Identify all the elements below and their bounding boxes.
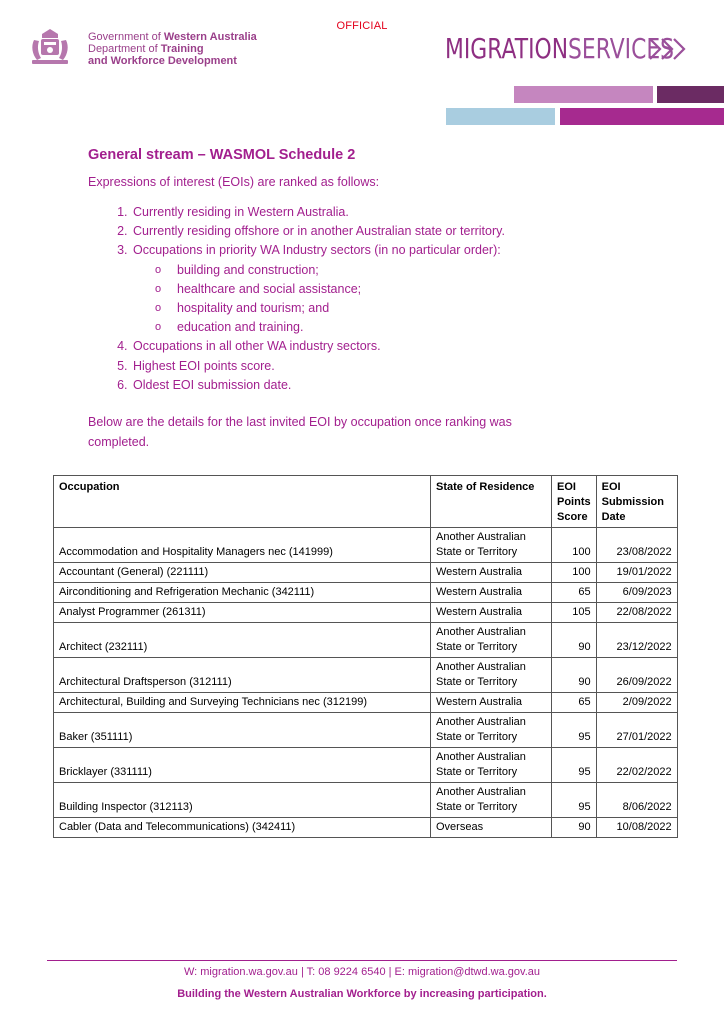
table-header-row [54, 476, 678, 528]
cell-date: 22/08/2022 [596, 603, 677, 623]
brand-part2: SERVICES [568, 32, 675, 65]
migration-services-logo [445, 34, 674, 64]
table-row [54, 623, 678, 658]
cell-state: Western Australia [431, 603, 552, 623]
cell-points: 100 [552, 563, 597, 583]
gov-line2-bold: Training [160, 43, 204, 55]
cell-points: 95 [552, 783, 597, 818]
cell-occupation: Accommodation and Hospitality Managers nec (141999) [54, 528, 431, 563]
list-item: o building and construction; [155, 261, 648, 280]
decor-bar-light-purple [514, 86, 653, 103]
list-item [131, 241, 648, 337]
list-item: 6. Oldest EOI submission date. [131, 376, 648, 395]
decor-bar-dark-purple [657, 86, 724, 103]
footer-contacts: W: migration.wa.gov.au | T: 08 9224 6540 | E: migration@dtwd.wa.gov.au [183, 966, 541, 978]
cell-occupation: Accountant (General) (221111) [54, 563, 431, 583]
details-note: Below are the details for the last invited EOI by occupation once ranking was completed. [88, 415, 512, 449]
decor-bar-light-blue [446, 108, 555, 125]
cell-state: Western Australia [431, 583, 552, 603]
gov-line1-bold: Western Australia [163, 31, 257, 43]
list-item: o hospitality and tourism; and [155, 299, 648, 318]
cell-occupation: Baker (351111) [54, 713, 431, 748]
cell-date: 6/09/2023 [596, 583, 677, 603]
list-item: o education and training. [155, 318, 648, 337]
table-row [54, 713, 678, 748]
decor-bar-magenta [560, 108, 724, 125]
cell-occupation: Building Inspector (312113) [54, 783, 431, 818]
cell-occupation: Analyst Programmer (261311) [54, 603, 431, 623]
gov-line2-prefix: Department of [88, 43, 161, 55]
list-item-text: Occupations in priority WA Industry sectors (in no particular order): [133, 243, 501, 258]
cell-date: 2/09/2022 [596, 693, 677, 713]
cell-state: Another Australian State or Territory [431, 623, 552, 658]
cell-state: Another Australian State or Territory [431, 528, 552, 563]
cell-occupation: Architectural Draftsperson (312111) [54, 658, 431, 693]
cell-points: 90 [552, 818, 597, 838]
classification-label: OFFICIAL [336, 20, 388, 32]
cell-occupation: Cabler (Data and Telecommunications) (342411) [54, 818, 431, 838]
cell-points: 95 [552, 713, 597, 748]
table-row [54, 693, 678, 713]
table-row [54, 528, 678, 563]
section-content [88, 147, 648, 452]
cell-date: 10/08/2022 [596, 818, 677, 838]
cell-state: Another Australian State or Territory [431, 658, 552, 693]
cell-points: 100 [552, 528, 597, 563]
chevron-arrows-icon [648, 36, 694, 62]
priority-sector-list [133, 261, 648, 338]
cell-occupation: Architectural, Building and Surveying Technicians nec (312199) [54, 693, 431, 713]
header-state: State of Residence [431, 476, 552, 528]
cell-points: 65 [552, 693, 597, 713]
brand-part1: MIGRATION [445, 32, 569, 65]
cell-state: Overseas [431, 818, 552, 838]
footer-divider [47, 960, 677, 961]
table-row [54, 658, 678, 693]
header-points: EOI Points Score [552, 476, 597, 528]
section-title: General stream – WASMOL Schedule 2 [88, 147, 356, 163]
cell-points: 105 [552, 603, 597, 623]
table-row [54, 603, 678, 623]
cell-occupation: Airconditioning and Refrigeration Mechanic (342111) [54, 583, 431, 603]
footer-tagline: Building the Western Australian Workforce by increasing participation. [177, 988, 547, 1000]
list-item: o healthcare and social assistance; [155, 280, 648, 299]
cell-occupation: Bricklayer (331111) [54, 748, 431, 783]
list-item: 1. Currently residing in Western Australia. [131, 203, 648, 222]
cell-points: 65 [552, 583, 597, 603]
department-name [88, 31, 257, 67]
section-intro: Expressions of interest (EOIs) are ranked as follows: [88, 175, 380, 189]
cell-occupation: Architect (232111) [54, 623, 431, 658]
ranking-list [88, 203, 648, 395]
table-row [54, 783, 678, 818]
gov-line3: and Workforce Development [88, 55, 237, 67]
eoi-table [53, 475, 678, 838]
cell-state: Western Australia [431, 693, 552, 713]
cell-points: 95 [552, 748, 597, 783]
table-body [54, 528, 678, 838]
cell-state: Another Australian State or Territory [431, 783, 552, 818]
table-row [54, 563, 678, 583]
cell-date: 26/09/2022 [596, 658, 677, 693]
table-row [54, 818, 678, 838]
cell-state: Another Australian State or Territory [431, 713, 552, 748]
cell-date: 27/01/2022 [596, 713, 677, 748]
wa-coat-of-arms-logo [28, 26, 72, 70]
cell-points: 90 [552, 658, 597, 693]
table-row [54, 748, 678, 783]
cell-date: 23/12/2022 [596, 623, 677, 658]
list-item: 5. Highest EOI points score. [131, 357, 648, 376]
cell-date: 22/02/2022 [596, 748, 677, 783]
header-date: EOI Submission Date [596, 476, 677, 528]
table-row [54, 583, 678, 603]
list-item: 4. Occupations in all other WA industry sectors. [131, 337, 648, 356]
cell-state: Another Australian State or Territory [431, 748, 552, 783]
cell-date: 19/01/2022 [596, 563, 677, 583]
gov-line1-prefix: Government of [88, 31, 164, 43]
cell-state: Western Australia [431, 563, 552, 583]
header-occupation: Occupation [54, 476, 431, 528]
cell-date: 8/06/2022 [596, 783, 677, 818]
list-item: 2. Currently residing offshore or in another Australian state or territory. [131, 222, 648, 241]
cell-points: 90 [552, 623, 597, 658]
cell-date: 23/08/2022 [596, 528, 677, 563]
